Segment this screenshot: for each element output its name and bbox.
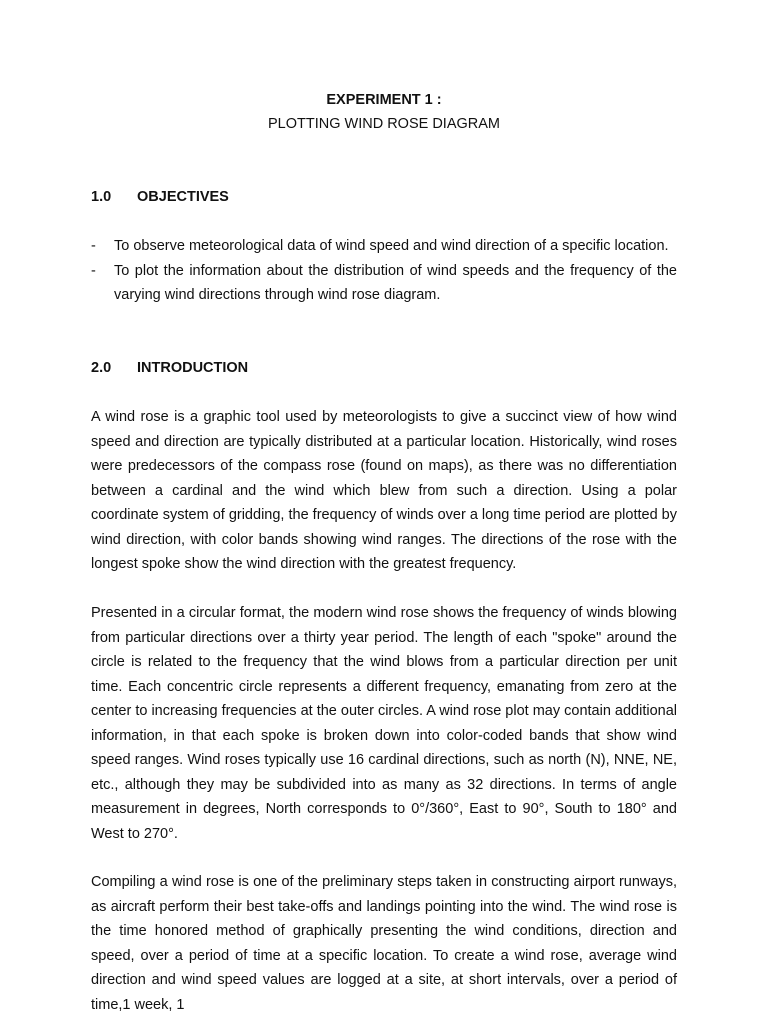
document-header (0, 88, 768, 136)
bullet-marker: - (91, 238, 96, 254)
list-item-text: To observe meteorological data of wind speed and wind direction of a specific location. (114, 238, 669, 254)
objectives-list (91, 234, 677, 308)
list-item (91, 259, 677, 308)
section-number: 1.0 (91, 189, 112, 205)
document-title: EXPERIMENT 1 : (326, 92, 442, 108)
list-item (91, 234, 677, 259)
paragraph: Presented in a circular format, the modern wind rose shows the frequency of winds blowing from particular directions over a thirty year period. The length of each "spoke" around the circle is related to the frequency that the wind blows from a particular direction per unit time. Each concentric circle represents a different frequency, emanating from zero at the center to increasing frequencies at the outer circles. A wind rose plot may contain additional information, in that each spoke is broken down into color-coded bands that show wind speed ranges. Wind roses typically use 16 cardinal directions, such as north (N), NNE, NE, etc., although they may be subdivided into as many as 32 directions. In terms of angle measurement in degrees, North corresponds to 0°/360°, East to 90°, South to 180° and West to 270°. (91, 605, 677, 842)
paragraph: Compiling a wind rose is one of the preliminary steps taken in constructing airport runways, as aircraft perform their best take-offs and landings pointing into the wind. The wind rose is the time honored method of graphically presenting the wind conditions, direction and speed, over a period of time at a specific location. To create a wind rose, average wind direction and wind speed values are logged at a site, at short intervals, over a period of time,1 week, 1 (91, 874, 677, 1013)
section-title: INTRODUCTION (137, 360, 249, 376)
document-subtitle: PLOTTING WIND ROSE DIAGRAM (267, 116, 500, 132)
section-title: OBJECTIVES (137, 189, 229, 205)
section-heading-introduction (91, 358, 248, 378)
list-item-text: To plot the information about the distribution of wind speeds and the frequency of the varying wind directions through wind rose diagram. (114, 262, 677, 303)
section-heading-objectives (91, 187, 229, 207)
paragraph: A wind rose is a graphic tool used by meteorologists to give a succinct view of how wind speed and direction are typically distributed at a particular location. Historically, wind roses were predecessors of the compass rose (found on maps), as there was no differentiation between a cardinal and the wind which blew from such a direction. Using a polar coordinate system of gridding, the frequency of winds over a long time period are plotted by wind direction, with color bands showing wind ranges. The directions of the rose with the longest spoke show the wind direction with the greatest frequency. (91, 409, 677, 572)
bullet-marker: - (91, 262, 96, 279)
section-number: 2.0 (91, 360, 112, 376)
